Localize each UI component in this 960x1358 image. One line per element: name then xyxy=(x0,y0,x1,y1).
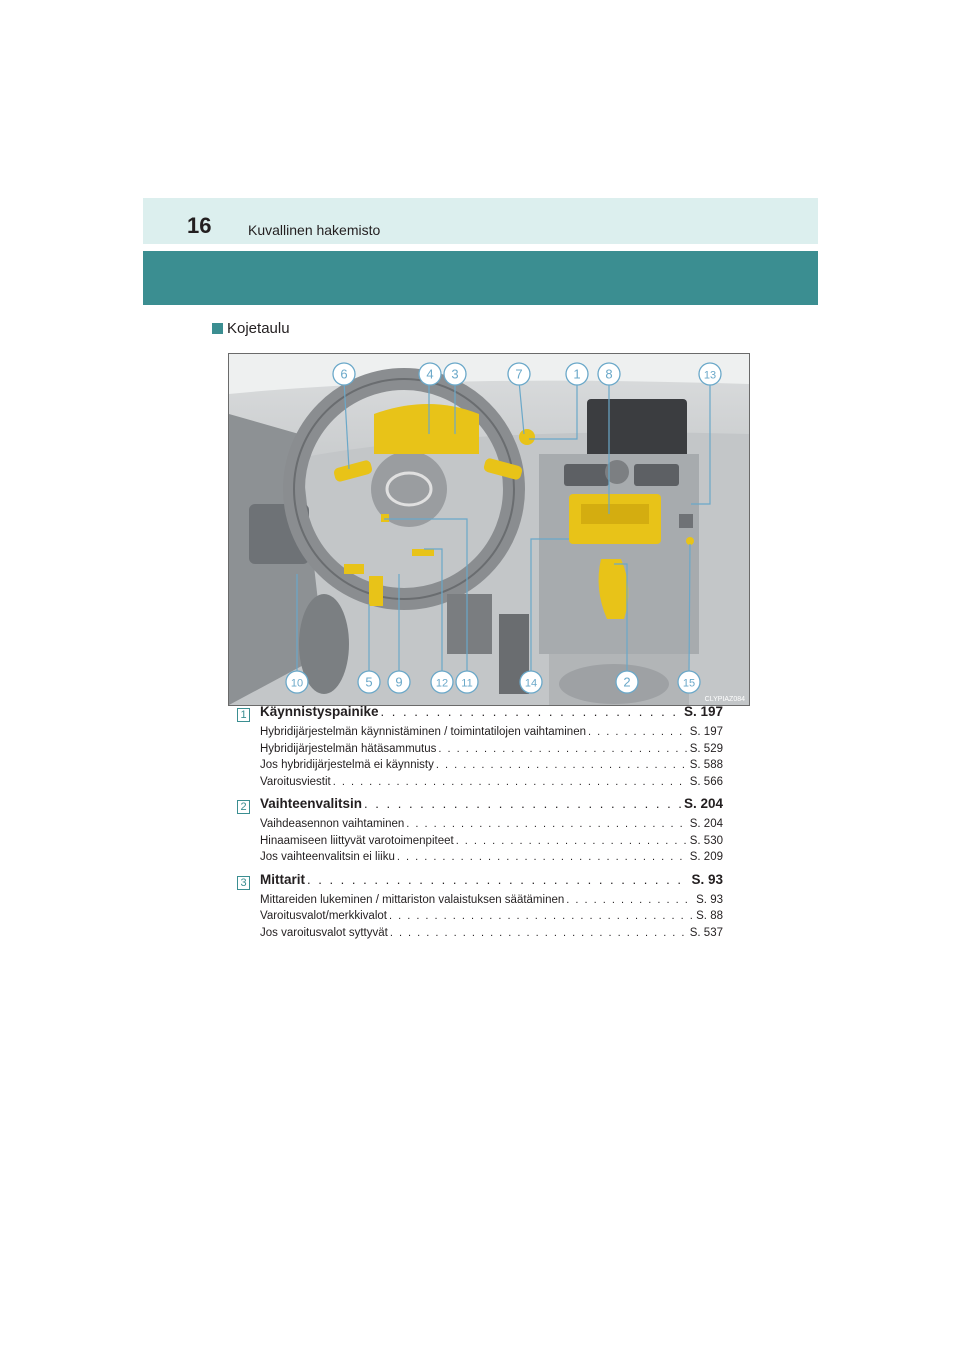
subheading-text: Kojetaulu xyxy=(227,320,290,337)
svg-text:1: 1 xyxy=(573,366,581,382)
title-band xyxy=(143,251,818,305)
entry-heading xyxy=(237,704,723,726)
leader-dots xyxy=(456,835,688,847)
leader-dots xyxy=(381,704,682,719)
callout-6 xyxy=(331,361,357,387)
leader-dots xyxy=(307,872,689,887)
sub-item xyxy=(237,726,723,743)
header-band xyxy=(143,198,818,244)
sub-item-ref[interactable]: S. 588 xyxy=(689,759,723,771)
svg-text:3: 3 xyxy=(451,366,459,382)
callout-1 xyxy=(564,361,590,387)
entry-heading xyxy=(237,872,723,894)
svg-text:2: 2 xyxy=(623,674,631,690)
svg-text:11: 11 xyxy=(461,677,473,690)
entry-number: 1 xyxy=(237,708,250,722)
section-title: Kuvallinen hakemisto xyxy=(248,222,381,238)
leader-dots xyxy=(566,894,694,906)
svg-text:10: 10 xyxy=(290,677,304,690)
entry-title: Käynnistyspainike xyxy=(260,704,379,719)
square-bullet-icon xyxy=(212,323,223,334)
entry-ref[interactable]: S. 197 xyxy=(683,704,723,719)
svg-text:15: 15 xyxy=(682,677,696,690)
leader-dots xyxy=(364,796,682,811)
dashboard-illustration xyxy=(228,353,750,706)
callout-15 xyxy=(676,669,702,695)
sub-item-ref[interactable]: S. 530 xyxy=(689,834,723,847)
sub-item-ref[interactable]: S. 566 xyxy=(689,775,723,788)
sub-item-ref[interactable]: S. 93 xyxy=(696,893,723,906)
sub-item-ref[interactable]: S. 529 xyxy=(689,742,723,755)
svg-text:14: 14 xyxy=(524,677,538,690)
subheading xyxy=(212,320,290,337)
svg-text:12: 12 xyxy=(435,677,449,690)
callout-11 xyxy=(454,669,480,695)
sub-item xyxy=(237,743,723,760)
leader-dots xyxy=(390,927,688,939)
page-number: 16 xyxy=(187,213,212,238)
sub-item-text: Vaihdeasennon vaihtaminen xyxy=(260,818,405,830)
sub-item xyxy=(237,818,723,835)
entry-number: 3 xyxy=(237,876,250,890)
callout-4 xyxy=(417,361,443,387)
sub-item xyxy=(237,927,723,944)
svg-text:6: 6 xyxy=(340,366,348,382)
sub-item-text: Varoitusvalot/merkkivalot xyxy=(260,910,387,922)
svg-text:8: 8 xyxy=(605,366,613,382)
sub-item xyxy=(237,910,723,927)
sub-item xyxy=(237,894,723,911)
entry-title: Mittarit xyxy=(260,871,305,887)
entry-number: 2 xyxy=(237,800,250,814)
sub-item-ref[interactable]: S. 537 xyxy=(689,926,723,939)
sub-item-text: Jos vaihteenvalitsin ei liiku xyxy=(260,851,395,863)
image-code: CLYPIAZ084 xyxy=(704,696,745,703)
callout-14 xyxy=(518,669,544,695)
callout-5 xyxy=(356,669,382,695)
callout-12 xyxy=(429,669,455,695)
sub-item-ref[interactable]: S. 197 xyxy=(689,726,723,738)
svg-text:5: 5 xyxy=(365,674,373,690)
sub-item-text: Hybridijärjestelmän hätäsammutus xyxy=(260,742,437,755)
sub-item-text: Hybridijärjestelmän käynnistäminen / toimintatilojen vaihtaminen xyxy=(260,726,586,738)
entry-title: Vaihteenvalitsin xyxy=(260,796,363,811)
svg-text:7: 7 xyxy=(515,366,523,382)
entry-list xyxy=(237,704,723,947)
callout-7 xyxy=(506,361,532,387)
sub-item xyxy=(237,759,723,776)
leader-dots xyxy=(436,759,688,771)
sub-item xyxy=(237,835,723,852)
leader-dots xyxy=(588,726,688,738)
callout-9 xyxy=(386,669,412,695)
sub-item-text: Varoitusviestit xyxy=(260,775,331,788)
entry-1 xyxy=(237,704,723,792)
sub-item-ref[interactable]: S. 204 xyxy=(689,818,723,830)
entry-3 xyxy=(237,872,723,944)
sub-item-text: Jos hybridijärjestelmä ei käynnisty xyxy=(260,759,434,771)
entry-ref[interactable]: S. 204 xyxy=(683,796,723,811)
sub-item xyxy=(237,776,723,793)
sub-item-ref[interactable]: S. 88 xyxy=(696,910,723,922)
sub-item-ref[interactable]: S. 209 xyxy=(689,851,723,863)
callout-10 xyxy=(284,669,310,695)
callout-8 xyxy=(596,361,622,387)
callout-overlay xyxy=(229,354,749,705)
leader-dots xyxy=(389,910,694,922)
leader-dots xyxy=(397,851,688,863)
leader-dots xyxy=(438,743,687,755)
svg-text:4: 4 xyxy=(426,366,434,382)
callout-2 xyxy=(614,669,640,695)
callout-13 xyxy=(697,361,723,387)
entry-heading xyxy=(237,796,723,818)
sub-item xyxy=(237,851,723,868)
leader-dots xyxy=(333,776,688,788)
leader-dots xyxy=(406,818,687,830)
entry-2 xyxy=(237,796,723,868)
sub-item-text: Hinaamiseen liittyvät varotoimenpiteet xyxy=(260,834,454,847)
sub-item-text: Mittareiden lukeminen / mittariston valaistuksen säätäminen xyxy=(260,893,565,906)
entry-ref[interactable]: S. 93 xyxy=(691,871,723,887)
callout-3 xyxy=(442,361,468,387)
svg-text:9: 9 xyxy=(395,674,403,690)
sub-item-text: Jos varoitusvalot syttyvät xyxy=(260,926,388,939)
svg-text:13: 13 xyxy=(703,369,717,382)
